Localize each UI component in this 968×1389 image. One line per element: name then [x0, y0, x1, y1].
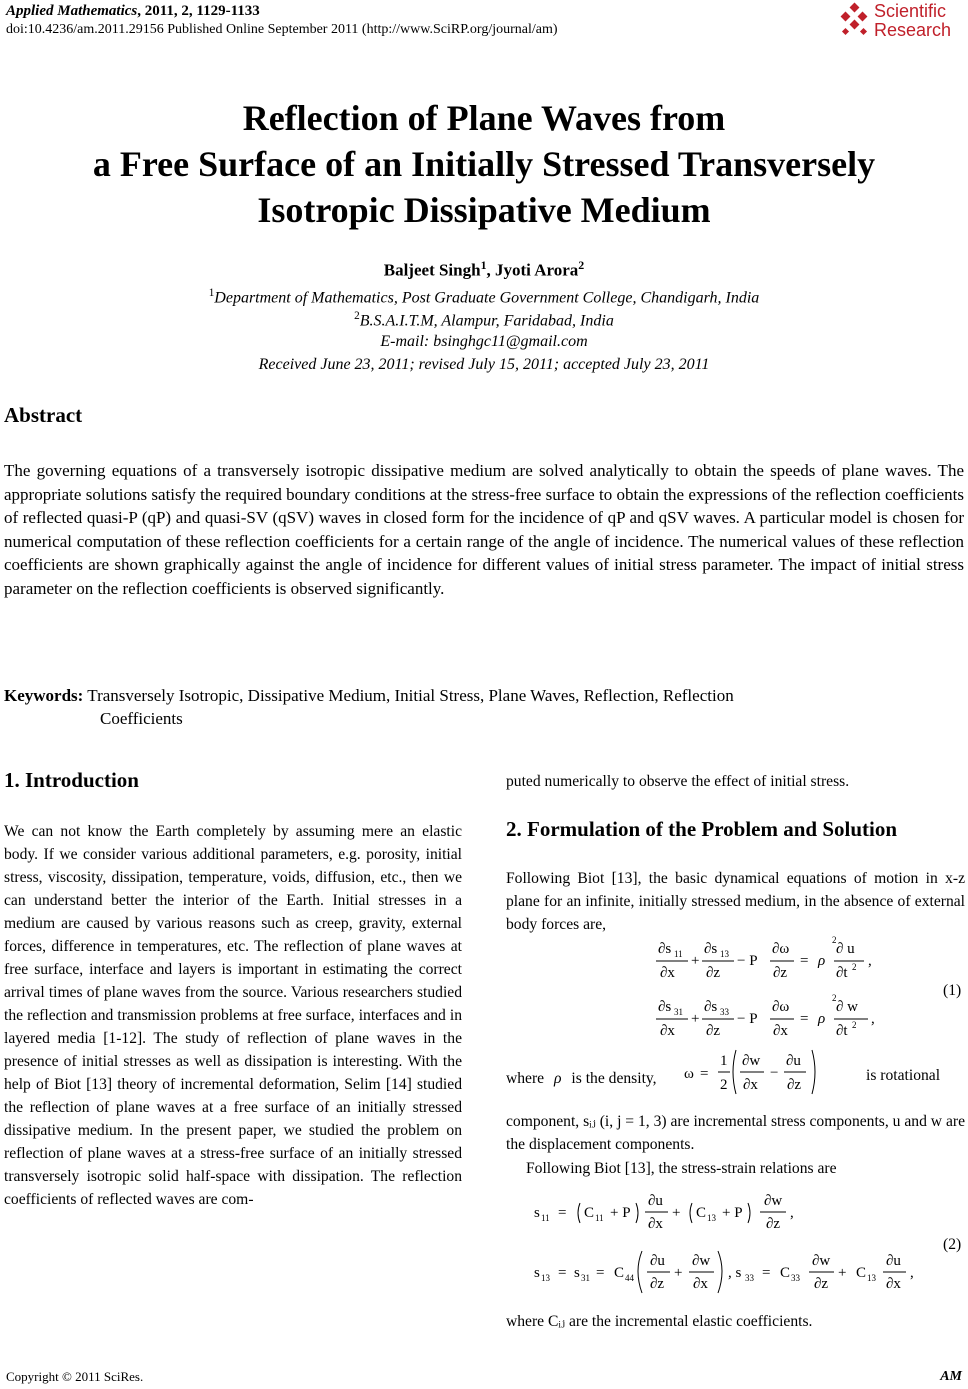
journal-abbrev-footer: AM	[940, 1369, 962, 1384]
svg-text:=: =	[800, 1011, 809, 1027]
svg-text:− P: − P	[737, 953, 758, 969]
intro-continuation: puted numerically to observe the effect of initial stress.	[506, 773, 850, 790]
svg-text:∂w: ∂w	[812, 1253, 831, 1269]
paper-title	[0, 95, 968, 233]
keywords-label: Keywords:	[4, 686, 84, 705]
svg-text:+ P: + P	[722, 1205, 743, 1221]
svg-text:, s: , s	[728, 1265, 742, 1281]
svg-text:1: 1	[720, 1053, 728, 1069]
svg-text:∂u: ∂u	[650, 1253, 665, 1269]
doi-line: doi:10.4236/am.2011.29156 Published Online September 2011 (http://www.SciRP.org/journal/am)	[6, 22, 558, 37]
copyright-footer: Copyright © 2011 SciRes.	[6, 1369, 144, 1384]
svg-text:∂s: ∂s	[658, 941, 672, 957]
logo-line-1: Scientific	[874, 1, 947, 21]
svg-text:∂z: ∂z	[773, 965, 788, 981]
keywords-line-2: Coefficients	[100, 709, 183, 728]
svg-text:C: C	[780, 1265, 791, 1281]
svg-text:2: 2	[852, 1020, 857, 1030]
svg-text:13: 13	[707, 1213, 716, 1223]
svg-text:11: 11	[541, 1213, 550, 1223]
svg-text:2: 2	[832, 993, 837, 1003]
svg-text:11: 11	[595, 1213, 604, 1223]
svg-text:,: ,	[868, 953, 872, 969]
svg-text:∂z: ∂z	[706, 965, 721, 981]
where-mid: is the density,	[571, 1070, 657, 1087]
journal-header	[6, 3, 260, 20]
svg-text:C: C	[584, 1205, 595, 1221]
svg-text:∂x: ∂x	[773, 1023, 788, 1039]
svg-text:∂s: ∂s	[704, 941, 718, 957]
journal-name: Applied Mathematics	[6, 3, 138, 19]
svg-text:2: 2	[720, 1077, 728, 1093]
svg-text:+: +	[672, 1205, 681, 1221]
affiliation-2-mark: 2	[354, 310, 360, 322]
author-2-affil-mark: 2	[578, 258, 585, 272]
formulation-heading: 2. Formulation of the Problem and Solution	[506, 817, 898, 841]
affiliation-1	[0, 287, 968, 307]
svg-text:11: 11	[674, 949, 683, 959]
svg-text:=: =	[700, 1066, 709, 1082]
svg-text:C: C	[696, 1205, 707, 1221]
svg-text:+ P: + P	[610, 1205, 631, 1221]
affiliation-1-text: Department of Mathematics, Post Graduate Government College, Chandigarh, India	[214, 289, 760, 307]
svg-text:13: 13	[867, 1273, 876, 1283]
svg-text:∂ w: ∂ w	[836, 999, 858, 1015]
intro-heading: 1. Introduction	[4, 768, 139, 792]
logo-mark-icon	[838, 2, 872, 40]
svg-text:∂ u: ∂ u	[836, 941, 855, 957]
svg-text:=: =	[762, 1265, 771, 1281]
svg-text:+: +	[691, 1011, 700, 1027]
svg-text:13: 13	[720, 949, 729, 959]
svg-text:∂w: ∂w	[742, 1053, 761, 1069]
author-email: E-mail: bsinghgc11@gmail.com	[380, 333, 588, 350]
omega-definition	[680, 1044, 860, 1102]
equation-1-number: (1)	[943, 982, 962, 999]
equation-1	[600, 934, 900, 1052]
publisher-logo	[838, 2, 962, 42]
svg-text:44: 44	[625, 1273, 634, 1283]
svg-text:∂ω: ∂ω	[772, 999, 790, 1015]
equation-2	[530, 1185, 930, 1307]
formulation-para-4: where Cᵢⱼ are the incremental elastic coefficients.	[506, 1313, 813, 1330]
svg-text:=: =	[558, 1265, 567, 1281]
svg-text:=: =	[596, 1265, 605, 1281]
abstract-heading: Abstract	[4, 403, 83, 427]
affiliation-2	[0, 310, 968, 330]
affiliation-1-mark: 1	[208, 287, 215, 299]
svg-text:2: 2	[852, 962, 857, 972]
svg-text:C: C	[856, 1265, 867, 1281]
svg-text:∂z: ∂z	[814, 1276, 829, 1292]
svg-text:∂x: ∂x	[660, 1023, 675, 1039]
logo-line-2: Research	[874, 20, 952, 40]
svg-text:∂x: ∂x	[693, 1276, 708, 1292]
title-line-2: a Free Surface of an Initially Stressed Transversely	[92, 144, 876, 184]
svg-text:s: s	[534, 1265, 540, 1281]
author-list	[0, 258, 968, 281]
received-dates: Received June 23, 2011; revised July 15, 2011; accepted July 23, 2011	[258, 356, 710, 373]
author-1-affil-mark: 1	[480, 258, 487, 272]
author-1: Baljeet Singh	[383, 260, 481, 280]
affiliation-2-text: B.S.A.I.T.M, Alampur, Faridabad, India	[359, 312, 614, 330]
svg-text:∂s: ∂s	[704, 999, 718, 1015]
svg-text:=: =	[558, 1205, 567, 1221]
svg-text:,: ,	[790, 1205, 794, 1221]
svg-text:∂ω: ∂ω	[772, 941, 790, 957]
svg-text:31: 31	[674, 1007, 683, 1017]
svg-text:33: 33	[745, 1273, 754, 1283]
title-line-3: Isotropic Dissipative Medium	[257, 190, 711, 230]
svg-text:=: =	[800, 953, 809, 969]
svg-text:∂z: ∂z	[706, 1023, 721, 1039]
svg-text:∂u: ∂u	[786, 1053, 801, 1069]
svg-text:∂x: ∂x	[648, 1216, 663, 1232]
svg-text:∂z: ∂z	[787, 1077, 802, 1093]
svg-text:s: s	[534, 1205, 540, 1221]
where-suffix: is rotational	[866, 1067, 941, 1084]
svg-text:33: 33	[791, 1273, 800, 1283]
title-line-1: Reflection of Plane Waves from	[242, 98, 726, 138]
svg-text:,: ,	[910, 1265, 914, 1281]
author-2: Jyoti Arora	[495, 260, 579, 280]
svg-text:∂w: ∂w	[692, 1253, 711, 1269]
svg-text:,: ,	[871, 1011, 875, 1027]
svg-text:−: −	[770, 1065, 779, 1081]
svg-text:∂w: ∂w	[764, 1193, 783, 1209]
svg-text:∂t: ∂t	[836, 965, 848, 981]
svg-text:∂s: ∂s	[658, 999, 672, 1015]
svg-text:∂t: ∂t	[836, 1023, 848, 1039]
svg-text:∂x: ∂x	[660, 965, 675, 981]
svg-text:∂z: ∂z	[766, 1216, 781, 1232]
svg-text:ρ: ρ	[818, 953, 826, 969]
formulation-para-1: Following Biot [13], the basic dynamical equations of motion in x-z plane for an infinite, initially stressed medium, in the absence of external body forces are,	[506, 870, 965, 933]
svg-text:+: +	[838, 1265, 847, 1281]
svg-text:ρ: ρ	[818, 1011, 826, 1027]
svg-text:C: C	[614, 1265, 625, 1281]
svg-text:∂u: ∂u	[886, 1253, 901, 1269]
formulation-para-3: Following Biot [13], the stress-strain relations are	[526, 1160, 837, 1177]
svg-text:∂u: ∂u	[648, 1193, 663, 1209]
equation-2-number: (2)	[943, 1236, 962, 1253]
keywords	[4, 684, 964, 730]
svg-text:2: 2	[832, 935, 837, 945]
volume-info: , 2011, 2, 1129-1133	[137, 3, 260, 19]
where-prefix: where	[506, 1070, 545, 1087]
keywords-line-1: Transversely Isotropic, Dissipative Medium, Initial Stress, Plane Waves, Reflection, Reflection	[87, 686, 734, 705]
abstract-text: The governing equations of a transversely isotropic dissipative medium are solved analytically to obtain the speeds of plane waves. The appropriate solutions satisfy the required boundary conditions at the stress-free surface to obtain the expressions of the reflection coefficients of reflected quasi-P (qP) and quasi-SV (qSV) waves in closed form for the incidence of qP and qSV waves. A particular model is chosen for numerical computation of these reflection coefficients for a certain range of the angle of incidence. The numerical values of these reflection coefficients are shown graphically against the angle of incidence for different values of initial stress parameter. The impact of initial stress parameter on the reflection coefficients is observed significantly.	[4, 461, 964, 598]
svg-text:+: +	[674, 1265, 683, 1281]
svg-text:− P: − P	[737, 1011, 758, 1027]
svg-text:s: s	[574, 1265, 580, 1281]
svg-text:∂x: ∂x	[886, 1276, 901, 1292]
svg-text:∂x: ∂x	[743, 1077, 758, 1093]
formulation-para-2: component, sᵢⱼ (i, j = 1, 3) are incremental stress components, u and w are the displacement components.	[506, 1113, 965, 1153]
logo-text	[874, 2, 951, 40]
svg-text:∂z: ∂z	[650, 1276, 665, 1292]
rho-symbol: ρ	[554, 1070, 562, 1087]
svg-text:33: 33	[720, 1007, 729, 1017]
svg-text:+: +	[691, 953, 700, 969]
svg-text:31: 31	[581, 1273, 590, 1283]
intro-text: We can not know the Earth completely by assuming mere an elastic body. If we consider various additional parameters, e.g. porosity, initial stress, viscosity, dissipation, temperature, voids, diffusion, etc., then we can understand better the interior of the Earth. Initial stresses in a medium are caused by various reasons such as creep, gravity, external forces, difference in temperatures, etc. The reflection of plane waves at free surface, interface and layers is important in estimating the correct arrival times of plane waves from the source. Various researchers studied the reflection and transmission problems at free surface, interfaces and in layered media [1-12]. The study of reflection of plane waves in the presence of initial stresses as well as dissipation is interesting. With the help of Biot [13] theory of incremental deformation, Selim [14] studied the reflection of plane waves at a free surface of an initially stressed dissipative medium. In the present paper, we studied the problem on reflection of plane waves at a stress-free surface of an initially stressed transversely isotropic solid half-space with dissipation. The reflection coefficients of reflected waves are com-	[4, 823, 462, 1208]
svg-text:ω: ω	[684, 1066, 694, 1082]
svg-text:13: 13	[541, 1273, 550, 1283]
author-separator: ,	[486, 260, 496, 280]
